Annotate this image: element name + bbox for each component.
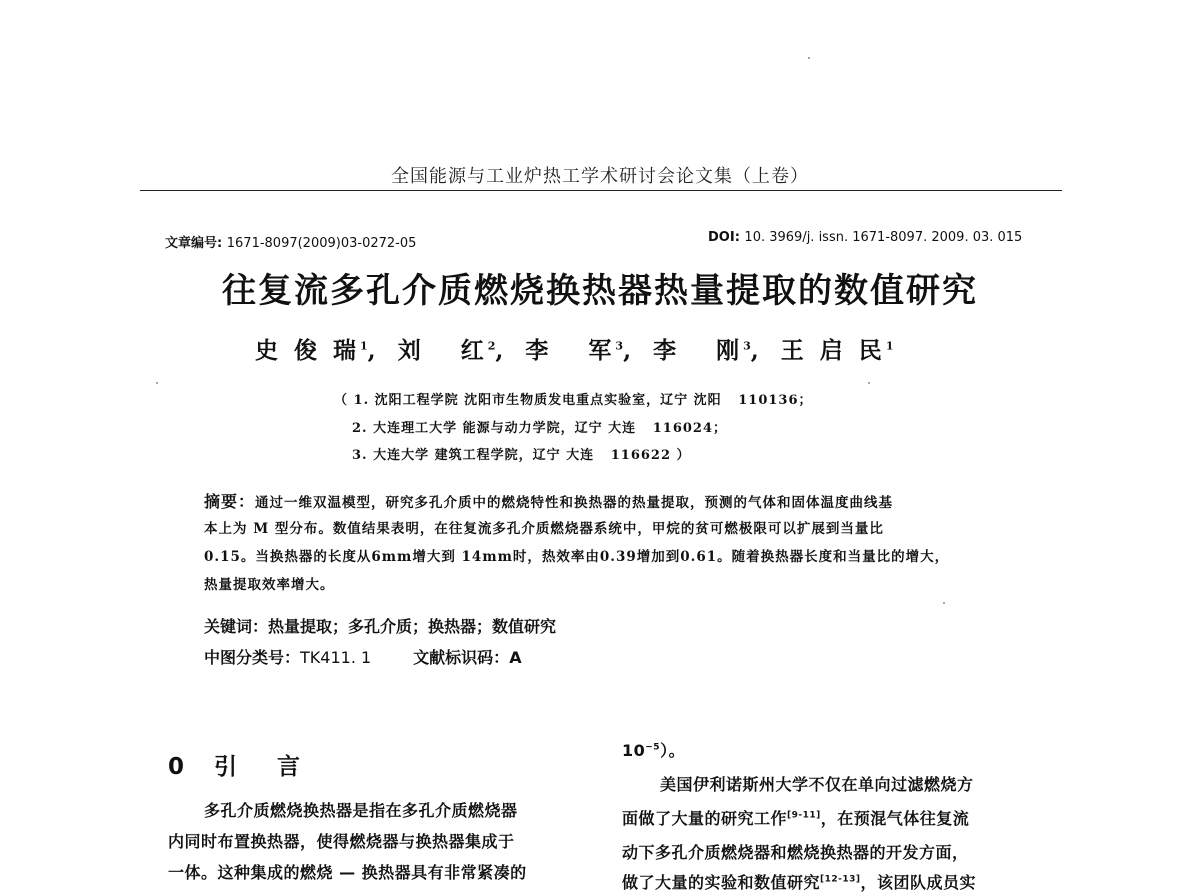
abstract-line-4: 热量提取效率增大。 bbox=[204, 577, 335, 593]
affiliation-3: 3. 大连大学 建筑工程学院，辽宁 大连 116622 ） bbox=[352, 448, 691, 463]
affiliation-1: （ 1. 沈阳工程学院 沈阳市生物质发电重点实验室，辽宁 沈阳 110136； bbox=[334, 393, 813, 408]
keywords bbox=[204, 614, 556, 637]
doi: DOI: 10. 3969/j. issn. 1671-8097. 2009. 03. 015 bbox=[708, 230, 1023, 245]
scan-speck bbox=[808, 57, 810, 59]
section-heading bbox=[168, 748, 302, 781]
scan-speck bbox=[156, 382, 158, 384]
citation-ref: [9-11] bbox=[787, 810, 821, 821]
author-affil-sup: 2 bbox=[487, 339, 496, 353]
affiliation-2: 2. 大连理工大学 能源与动力学院，辽宁 大连 116024； bbox=[352, 421, 727, 436]
author-name: 史 俊 瑞 bbox=[255, 337, 361, 364]
right-column-line-2 bbox=[622, 806, 969, 829]
author-3 bbox=[525, 337, 623, 364]
section-number: 0 bbox=[168, 754, 187, 780]
paper-title: 往复流多孔介质燃烧换热器热量提取的数值研究 bbox=[222, 271, 978, 311]
right-column-line-3: 动下多孔介质燃烧器和燃烧换热器的开发方面， bbox=[622, 843, 969, 862]
author-affil-sup: 1 bbox=[360, 339, 368, 353]
header-rule bbox=[140, 190, 1062, 191]
doi-label: DOI bbox=[708, 230, 735, 245]
abstract-label: 摘要： bbox=[204, 492, 256, 511]
author-affil-sup: 1 bbox=[885, 339, 894, 353]
classification bbox=[204, 645, 522, 668]
left-column-line-1: 多孔介质燃烧换热器是指在多孔介质燃烧器 bbox=[204, 801, 518, 820]
author-affil-sup: 3 bbox=[615, 339, 624, 353]
left-column-line-2: 内同时布置换热器，使得燃烧器与换热器集成于 bbox=[168, 832, 515, 851]
author-name: 李 刚 bbox=[653, 337, 744, 364]
abstract-line-2: 本上为 M 型分布。数值结果表明，在往复流多孔介质燃烧器系统中，甲烷的贫可燃极限可以扩展到当量比 bbox=[204, 521, 884, 537]
author-1 bbox=[255, 337, 368, 364]
right-column-line-0 bbox=[622, 738, 685, 761]
author-list: 史 俊 瑞$^1$, 刘 红$^2$, 李 军$^3$, 李 刚$^3$, 王 启 民$^1$ bbox=[255, 337, 894, 364]
author-4 bbox=[653, 337, 751, 364]
citation-ref: [12-13] bbox=[820, 874, 861, 885]
right-line2-post: ，在预混气体往复流 bbox=[820, 809, 970, 828]
abstract-line-1 bbox=[204, 489, 893, 512]
author-2 bbox=[398, 337, 496, 364]
right-line2-pre: 面做了大量的研究工作 bbox=[622, 809, 788, 828]
right-line0-sup: −5 bbox=[645, 742, 661, 753]
keywords-label: 关键词： bbox=[204, 617, 269, 636]
scan-speck bbox=[943, 602, 945, 604]
right-line4-pre: 做了大量的实验和数值研究 bbox=[622, 873, 821, 892]
right-column-line-1: 美国伊利诺斯州大学不仅在单向过滤燃烧方 bbox=[660, 775, 974, 794]
running-header: 全国能源与工业炉热工学术研讨会论文集（上卷） bbox=[391, 166, 809, 187]
doi-value: 10. 3969/j. issn. 1671-8097. 2009. 03. 015 bbox=[744, 230, 1023, 245]
author-affil-sup: 3 bbox=[743, 339, 751, 353]
article-number-label: 文章编号 bbox=[165, 236, 218, 251]
clc-label: 中图分类号： bbox=[204, 648, 301, 667]
section-title-part-2: 言 bbox=[277, 754, 303, 780]
clc-value: TK411. 1 bbox=[300, 648, 372, 667]
author-5 bbox=[781, 337, 894, 364]
keywords-value: 热量提取；多孔介质；换热器；数值研究 bbox=[268, 617, 557, 636]
author-name: 王 启 民 bbox=[780, 337, 886, 364]
article-number-value: 1671-8097(2009)03-0272-05 bbox=[226, 236, 417, 251]
author-name: 刘 红 bbox=[397, 337, 488, 364]
article-number: 文章编号: 1671-8097(2009)03-0272-05 bbox=[165, 236, 417, 251]
section-title-part-1: 引 bbox=[214, 754, 240, 780]
doc-code-value: A bbox=[509, 648, 522, 667]
author-name: 李 军 bbox=[525, 337, 616, 364]
left-column-line-3: 一体。这种集成的燃烧 — 换热器具有非常紧凑的 bbox=[168, 863, 527, 882]
abstract-text: 通过一维双温模型，研究多孔介质中的燃烧特性和换热器的热量提取，预测的气体和固体温度曲线基 bbox=[255, 495, 894, 511]
right-column-line-4 bbox=[622, 870, 976, 893]
right-line0-tail: ）。 bbox=[660, 741, 686, 760]
scan-speck bbox=[868, 382, 870, 384]
right-line4-post: ，该团队成员实 bbox=[860, 873, 977, 892]
abstract-line-3: 0.15。当换热器的长度从6mm增大到 14mm时，热效率由0.39增加到0.61。随着换热器长度和当量比的增大， bbox=[204, 549, 950, 565]
doc-code-label: 文献标识码： bbox=[413, 648, 510, 667]
right-line0-text: 10 bbox=[622, 741, 646, 760]
